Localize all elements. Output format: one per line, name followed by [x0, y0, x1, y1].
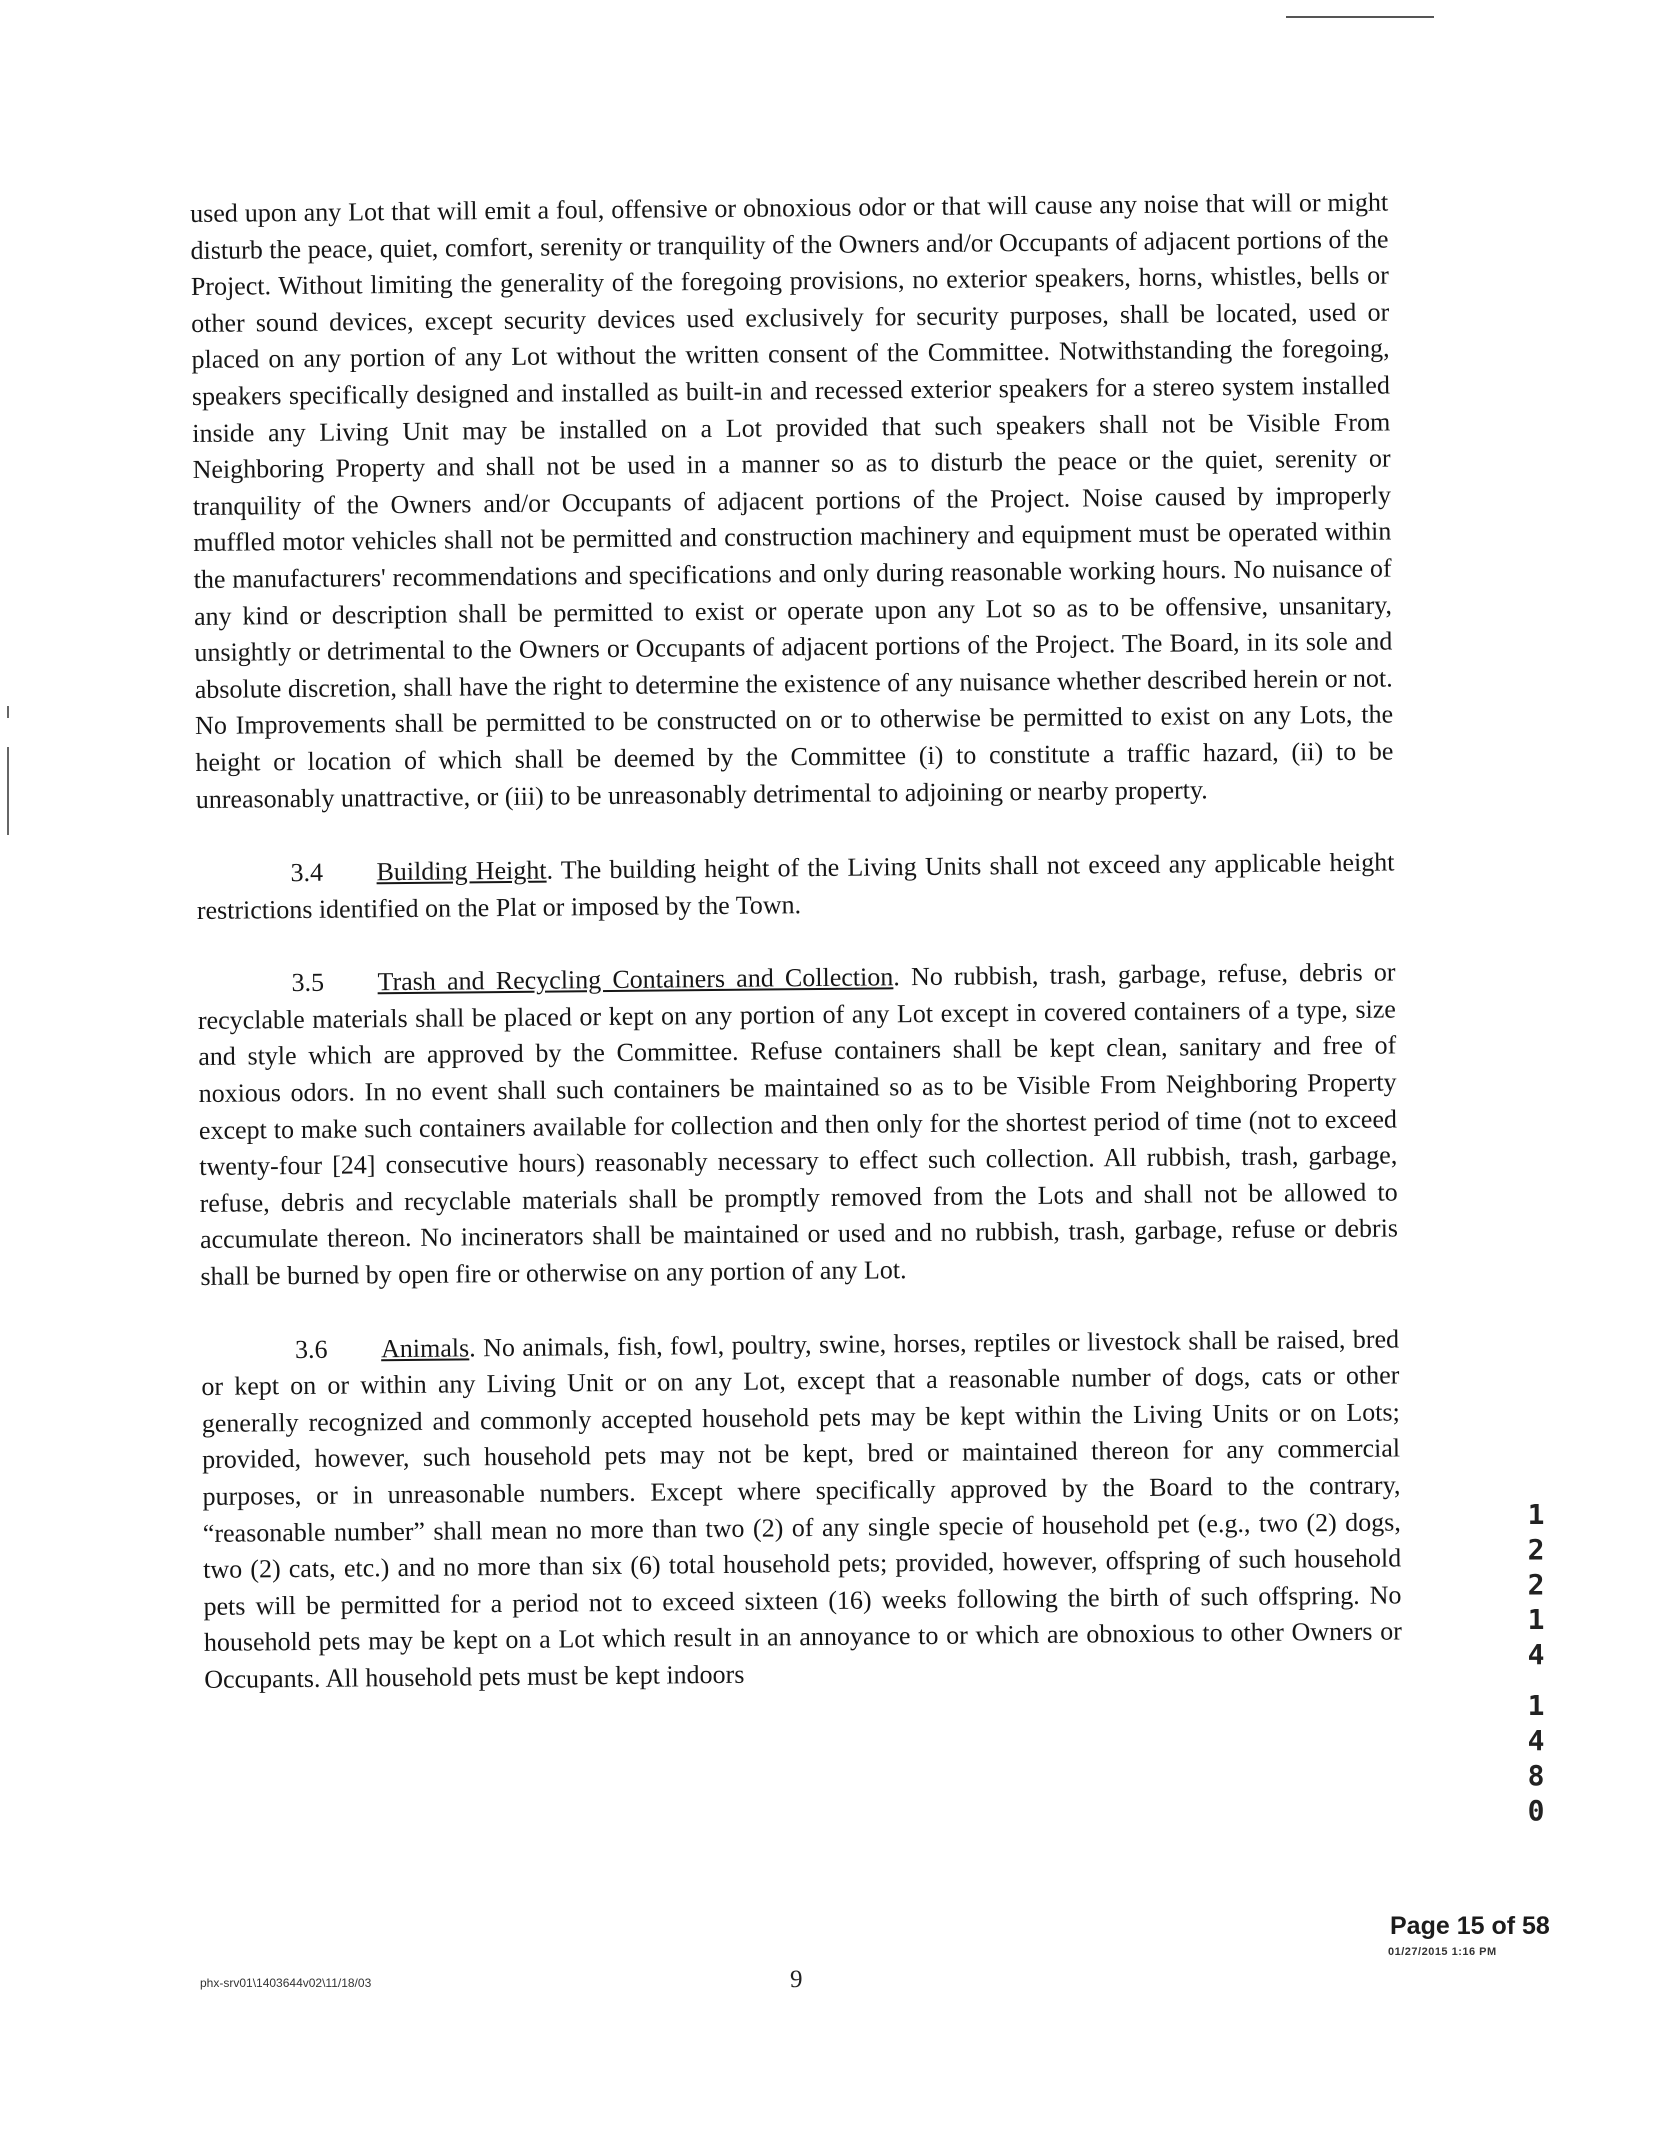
stamp-digit: 2 — [1527, 1568, 1545, 1601]
recording-stamp-top — [1516, 1497, 1556, 1672]
margin-mark — [7, 706, 9, 718]
section-3-4 — [196, 845, 1395, 930]
stamp-digit: 4 — [1527, 1638, 1545, 1671]
stamp-digit: 4 — [1527, 1724, 1545, 1757]
stamp-digit: 1 — [1527, 1498, 1545, 1531]
recording-stamp-bottom — [1516, 1688, 1556, 1828]
stamp-digit: 2 — [1527, 1533, 1545, 1566]
section-3-5 — [197, 955, 1398, 1296]
section-3-6 — [201, 1321, 1402, 1698]
section-title: Trash and Recycling Containers and Collection — [377, 962, 894, 997]
section-text: . The building height of the Living Units shall not exceed any applicable height restrictions identified on the Plat or imposed by the Town. — [196, 847, 1395, 925]
top-rule-line — [1286, 16, 1434, 18]
margin-change-bar — [7, 747, 9, 835]
section-text: . No rubbish, trash, garbage, refuse, debris or recyclable materials shall be placed or kept on any portion of any Lot except in covered containers of a type, size and style which are approved by the Committee. Refuse containers shall be kept clean, sanitary and free of noxious odors. In no event shall such containers be maintained so as to be Visible From Neighboring Property except to make such containers available for collection and then only for the shortest period of time (not to exceed twenty-four [24] consecutive hours) reasonably necessary to effect such collection. All rubbish, trash, garbage, refuse, debris and recyclable materials shall be promptly removed from the Lots and shall not be allowed to accumulate thereon. No incinerators shall be maintained or used and no rubbish, trash, garbage, refuse or debris shall be burned by open fire or otherwise on any portion of any Lot. — [197, 957, 1399, 1291]
section-number: 3.6 — [294, 1334, 328, 1364]
document-id: phx-srv01\1403644v02\11/18/03 — [200, 1976, 372, 1990]
stamp-digit: 0 — [1527, 1794, 1545, 1827]
section-title: Building Height — [376, 855, 547, 887]
page-counter: Page 15 of 58 — [1390, 1912, 1550, 1940]
document-body — [190, 185, 1403, 1736]
section-title: Animals — [380, 1332, 470, 1363]
stamp-digit: 1 — [1527, 1603, 1545, 1636]
stamp-digit: 8 — [1527, 1759, 1545, 1792]
page-stamp-datetime: 01/27/2015 1:16 PM — [1388, 1946, 1497, 1958]
section-number: 3.4 — [290, 857, 324, 888]
stamp-digit: 1 — [1527, 1689, 1545, 1722]
section-number: 3.5 — [291, 968, 325, 998]
page-number: 9 — [790, 1966, 803, 1993]
section-text: . No animals, fish, fowl, poultry, swine, horses, reptiles or livestock shall be raised, bred or kept on or within any Living Unit or on any Lot, except that a reasonable number of dogs, cats or other generally recognized and commonly accepted household pets may be kept within the Living Units or on Lots; provided, however, such household pets may not be kept, bred or maintained thereon for any commercial purposes, or in unreasonable numbers. Except where specifically approved by the Board to the contrary, “reasonable number” shall mean no more than two (2) of any single specie of household pet (e.g., two (2) dogs, two (2) cats, etc.) and no more than six (6) total household pets; provided, however, offspring of such household pets will be permitted for a period not to exceed sixteen (16) weeks following the birth of such offspring. No household pets may be kept on a Lot which result in an annoyance to or which are obnoxious to other Owners or Occupants. All household pets must be kept indoors — [201, 1324, 1402, 1694]
continuation-paragraph: used upon any Lot that will emit a foul, offensive or obnoxious odor or that will cause any noise that will or might disturb the peace, quiet, comfort, serenity or tranquility of the Owners and/or Occupants of adjacent portions of the Project. Without limiting the generality of the foregoing provisions, no exterior speakers, horns, whistles, bells or other sound devices, except security devices used exclusively for security purposes, shall be located, used or placed on any portion of any Lot without the written consent of the Committee. Notwithstanding the foregoing, speakers specifically designed and installed as built-in and recessed exterior speakers for a stereo system installed inside any Living Unit may be installed on a Lot provided that such speakers shall not be Visible From Neighboring Property and shall not be used in a manner so as to disturb the peace or the quiet, serenity or tranquility of the Owners and/or Occupants of adjacent portions of the Project. Noise caused by improperly muffled motor vehicles shall not be permitted and construction machinery and equipment must be operated within the manufacturers' recommendations and specifications and only during reasonable working hours. No nuisance of any kind or description shall be permitted to exist or operate upon any Lot so as to be offensive, unsanitary, unsightly or detrimental to the Owners or Occupants of adjacent portions of the Project. The Board, in its sole and absolute discretion, shall have the right to determine the existence of any nuisance whether described herein or not. No Improvements shall be permitted to be constructed on or to otherwise be permitted to exist on any Lots, the height or location of which shall be deemed by the Committee (i) to constitute a traffic hazard, (ii) to be unreasonably unattractive, or (iii) to be unreasonably detrimental to adjoining or nearby property. — [190, 187, 1394, 814]
